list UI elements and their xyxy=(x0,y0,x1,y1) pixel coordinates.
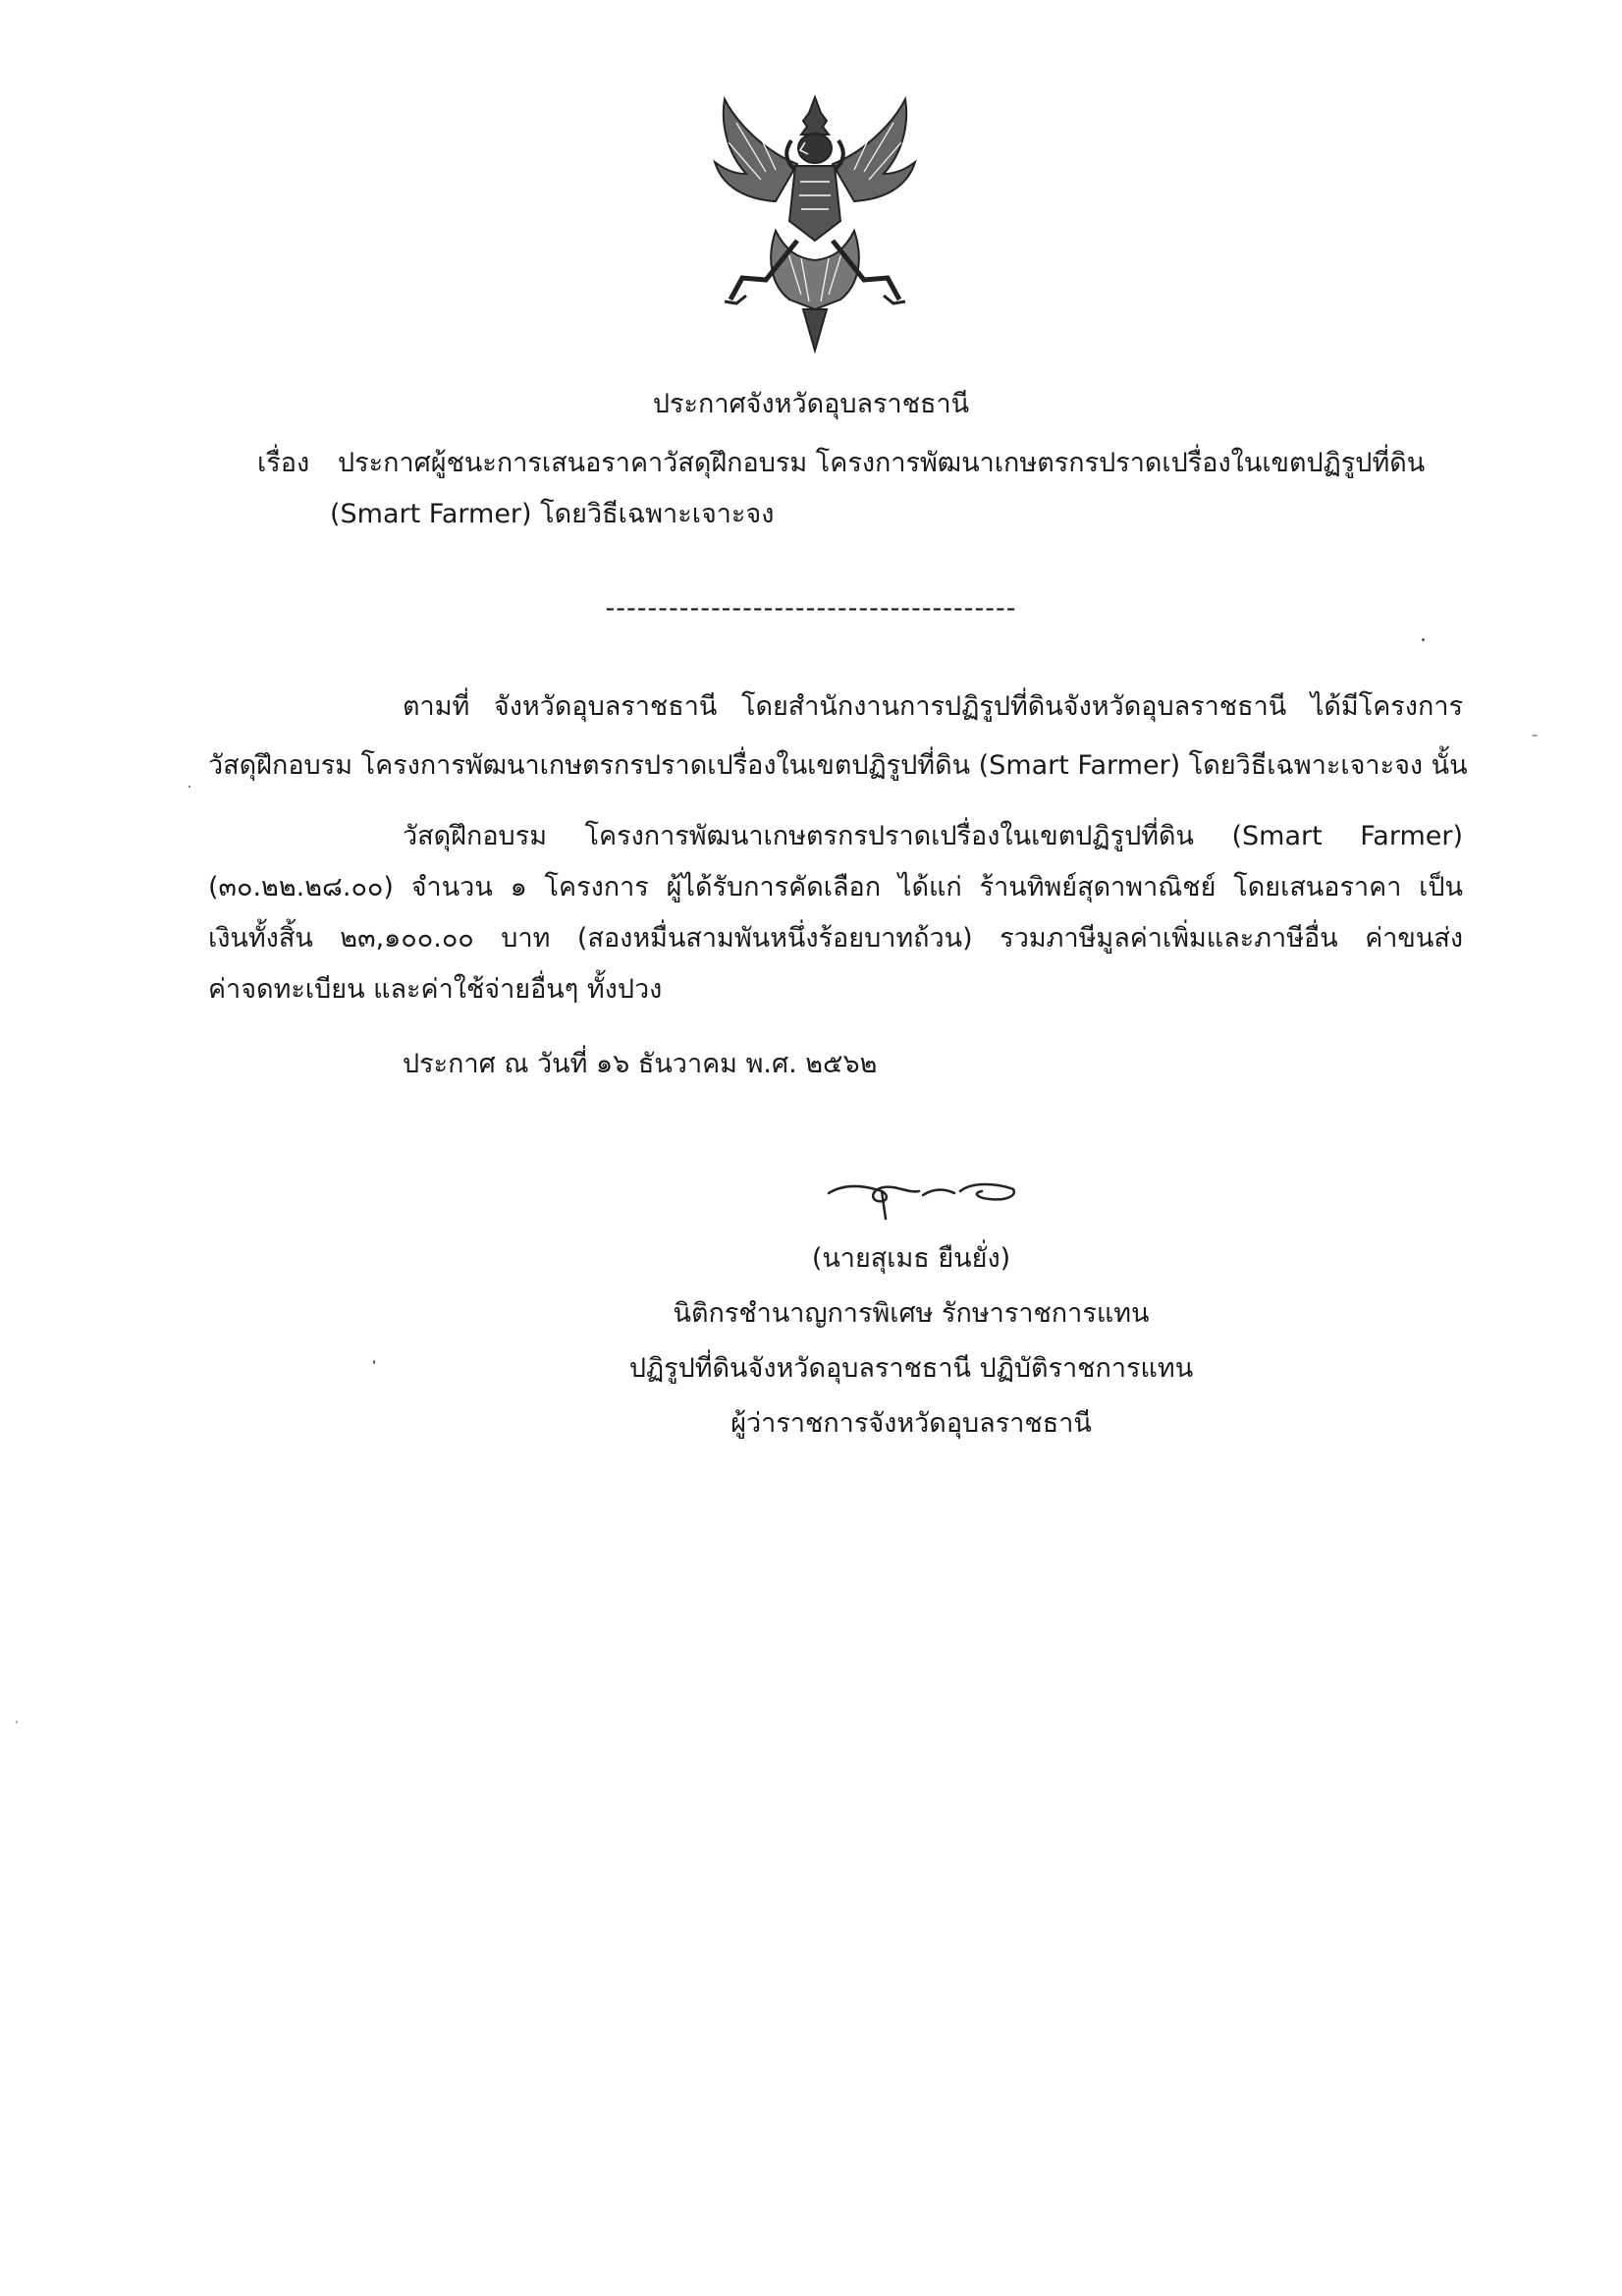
scan-speck xyxy=(1422,638,1425,641)
subject-label: เรื่อง xyxy=(257,448,310,478)
paragraph-2-line-2: (๓๐.๒๒.๒๘.๐๐) จำนวน ๑ โครงการ ผู้ได้รับการคัดเลือก ได้แก่ ร้านทิพย์สุดาพาณิชย์ โดยเสนอราคา เป็น xyxy=(208,872,1463,902)
scan-speck xyxy=(373,1360,375,1364)
signatory-position-1: นิติกรชำนาญการพิเศษ รักษาราชการแทน xyxy=(673,1298,1150,1329)
scan-speck xyxy=(189,786,190,788)
paragraph-2-line-3: เงินทั้งสิ้น ๒๓,๑๐๐.๐๐ บาท (สองหมื่นสามพันหนึ่งร้อยบาทถ้วน) รวมภาษีมูลค่าเพิ่มและภาษีอื่น ค่าขนส่ง xyxy=(208,923,1463,954)
paragraph-1-line-1: ตามที่ จังหวัดอุบลราชธานี โดยสำนักงานการปฏิรูปที่ดินจังหวัดอุบลราชธานี ได้มีโครงการ xyxy=(403,691,1463,722)
scan-speck xyxy=(1532,735,1538,737)
subject-line-1: ประกาศผู้ชนะการเสนอราคาวัสดุฝึกอบรม โครงการพัฒนาเกษตรกรปราดเปรื่องในเขตปฏิรูปที่ดิน xyxy=(338,448,1426,478)
garuda-emblem-icon xyxy=(707,93,923,354)
title-divider: --------------------------------------- xyxy=(605,593,1017,624)
paragraph-2-line-1: วัสดุฝึกอบรม โครงการพัฒนาเกษตรกรปราดเปรื่องในเขตปฏิรูปที่ดิน (Smart Farmer) xyxy=(403,821,1463,851)
paragraph-1-line-2: วัสดุฝึกอบรม โครงการพัฒนาเกษตรกรปราดเปรื่องในเขตปฏิรูปที่ดิน (Smart Farmer) โดยวิธีเฉพาะเจาะจง นั้น xyxy=(208,750,1468,781)
scan-speck xyxy=(16,1721,18,1723)
signatory-position-2: ปฏิรูปที่ดินจังหวัดอุบลราชธานี ปฏิบัติราชการแทน xyxy=(628,1353,1194,1384)
document-title: ประกาศจังหวัดอุบลราชธานี xyxy=(652,389,970,419)
paragraph-2-line-4: ค่าจดทะเบียน และค่าใช้จ่ายอื่นๆ ทั้งปวง xyxy=(208,974,663,1005)
signatory-position-3: ผู้ว่าราชการจังหวัดอุบลราชธานี xyxy=(730,1408,1092,1439)
handwritten-signature xyxy=(825,1174,1021,1223)
signatory-name: (นายสุเมธ ยืนยั่ง) xyxy=(811,1243,1011,1274)
subject-line-2: (Smart Farmer) โดยวิธีเฉพาะเจาะจง xyxy=(330,499,775,529)
announcement-date: ประกาศ ณ วันที่ ๑๖ ธันวาคม พ.ศ. ๒๕๖๒ xyxy=(403,1049,878,1079)
